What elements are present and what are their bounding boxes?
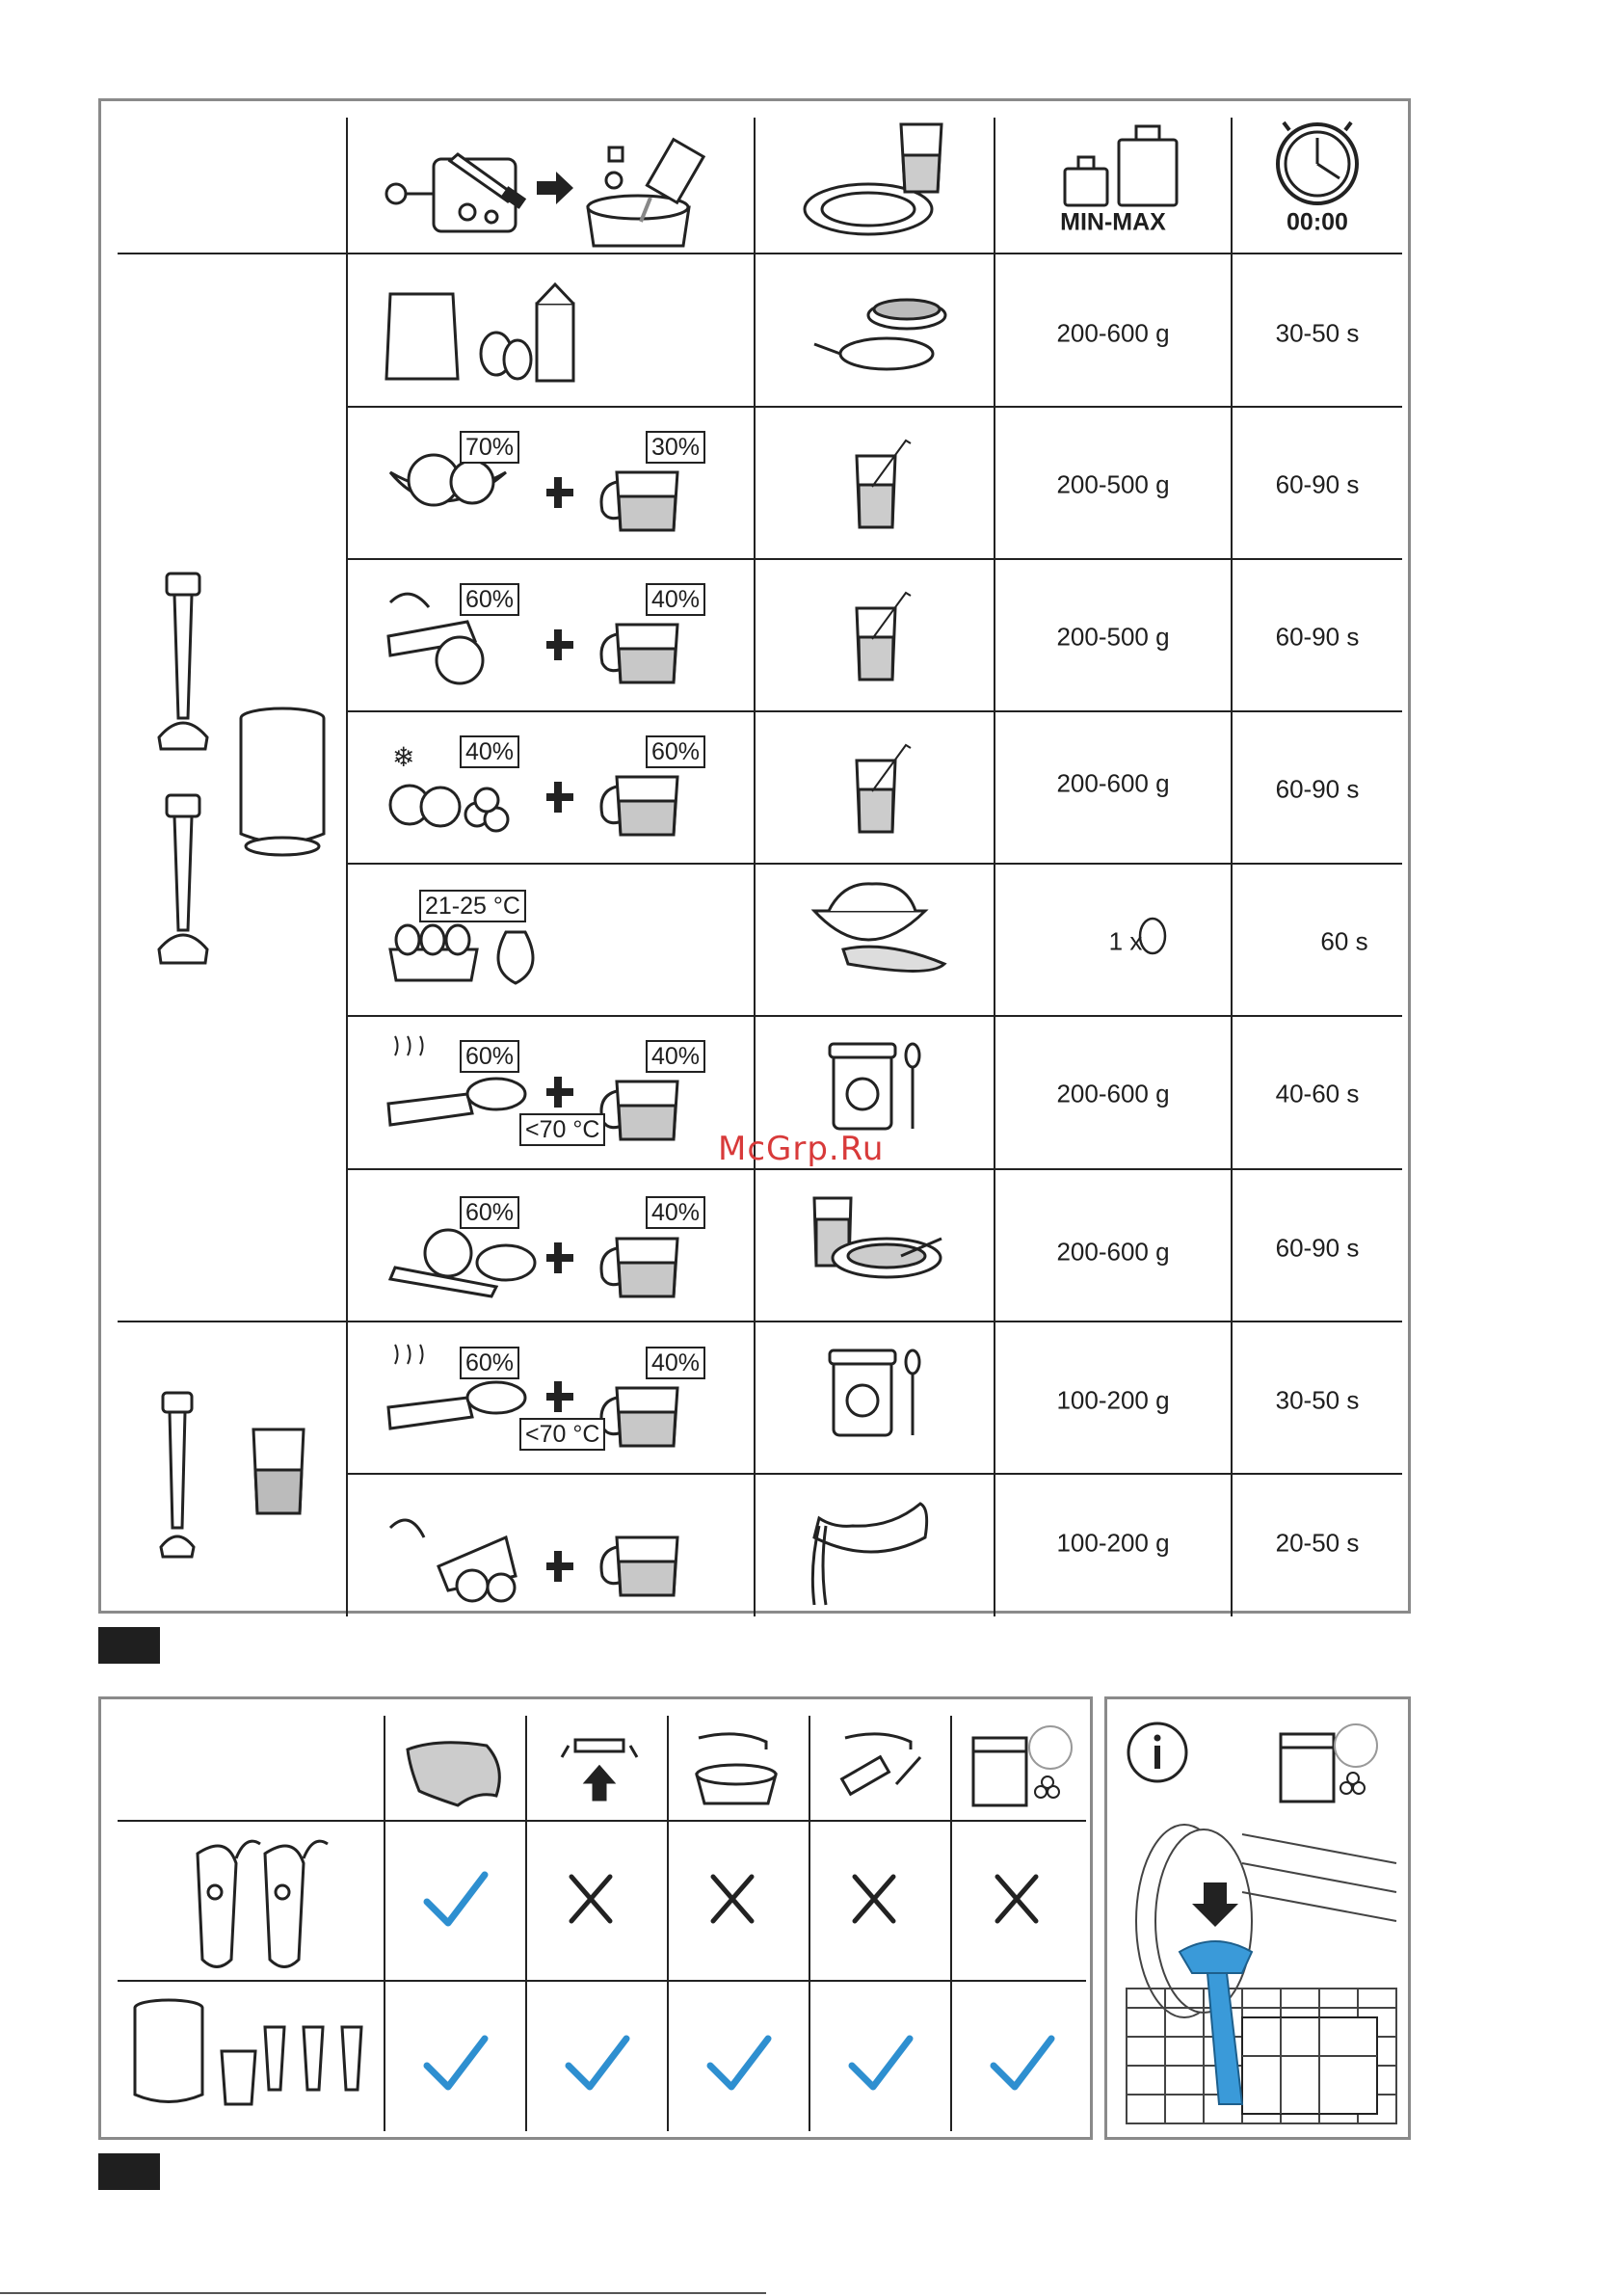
row-6-percent-b: 40% [646, 1040, 705, 1073]
baby-food-jar-icon-2 [830, 1350, 919, 1435]
raw-vegetables-icon [390, 1230, 535, 1296]
row-2-col-2-check [569, 2039, 626, 2087]
row-2-percent-b: 30% [646, 431, 705, 464]
recipe-table [98, 98, 1411, 1614]
smoothie-glass-icon [857, 441, 911, 527]
dishwasher-icon [1281, 1724, 1377, 1802]
weight-header-label: MIN-MAX [1060, 208, 1166, 236]
smoothie-glass-icon-2 [857, 593, 911, 680]
pancakes-icon [814, 300, 945, 369]
row-3-time: 60-90 s [1275, 622, 1360, 652]
flour-eggs-milk-icon [386, 284, 573, 381]
row-8-time: 30-50 s [1275, 1385, 1360, 1415]
row-1-time: 30-50 s [1275, 318, 1360, 348]
row-4-time: 60-90 s [1275, 774, 1360, 804]
row-7-percent-b: 40% [646, 1196, 705, 1229]
row-2-percent-a: 70% [460, 431, 519, 464]
row-3-weight: 200-500 g [1056, 622, 1170, 652]
info-icon [1128, 1723, 1186, 1781]
row-1-col-5-cross [997, 1877, 1036, 1921]
row-1-col-2-cross [571, 1877, 610, 1921]
row-4-weight: 200-600 g [1056, 768, 1170, 798]
arrow-right-icon [537, 172, 573, 204]
row-6-weight: 200-600 g [1056, 1079, 1170, 1108]
smoothie-glass-icon-3 [857, 745, 911, 832]
washing-up-bowl-icon [697, 1734, 776, 1803]
svg-text:❄: ❄ [392, 742, 415, 772]
watermark: McGrp.Ru [718, 1130, 885, 1168]
row-1-col-4-cross [855, 1877, 893, 1921]
row-5-time: 60 s [1320, 926, 1368, 956]
row-2-col-4-check [852, 2039, 910, 2087]
baby-food-jar-icon [830, 1044, 919, 1129]
egg-icon [1140, 919, 1165, 953]
row-8-percent-b: 40% [646, 1347, 705, 1379]
row-2-col-1-check [427, 2039, 485, 2087]
row-4-percent-a: 40% [460, 735, 519, 768]
weights-icon [1065, 126, 1177, 205]
row-6-percent-a: 60% [460, 1040, 519, 1073]
section-marker-1 [98, 1627, 160, 1664]
stopwatch-icon [1278, 122, 1357, 203]
motor-unit-icon [198, 1841, 328, 1966]
damp-cloth-icon [408, 1743, 499, 1805]
sauce-boat-icon [812, 1504, 926, 1605]
row-3-percent-b: 40% [646, 583, 705, 616]
row-1-weight: 200-600 g [1056, 318, 1170, 348]
brush-under-tap-icon [842, 1734, 920, 1794]
row-9-time: 20-50 s [1275, 1528, 1360, 1558]
row-9-weight: 100-200 g [1056, 1528, 1170, 1558]
row-7-weight: 200-600 g [1056, 1237, 1170, 1267]
pour-ingredients-icon [588, 140, 703, 246]
row-6-time: 40-60 s [1275, 1079, 1360, 1108]
row-8-temperature: <70 °C [519, 1418, 605, 1451]
row-5-temperature: 21-25 °C [419, 890, 526, 922]
row-8-weight: 100-200 g [1056, 1385, 1170, 1415]
row-2-col-3-check [710, 2039, 768, 2087]
footer-line [0, 2292, 766, 2294]
info-panel [1104, 1696, 1411, 2140]
row-6-temperature: <70 °C [519, 1113, 605, 1146]
row-2-time: 60-90 s [1275, 469, 1360, 499]
cleaning-table [98, 1696, 1093, 2140]
section-marker-2 [98, 2153, 160, 2190]
row-8-percent-a: 60% [460, 1347, 519, 1379]
measuring-jugs [601, 472, 677, 1595]
dishwasher-top-rack-icon [562, 1740, 637, 1800]
dishwasher-icon [973, 1726, 1072, 1805]
cleaning-table-grid [101, 1699, 1096, 2143]
info-illustration [1107, 1699, 1411, 2140]
soup-plate-icon [814, 1198, 942, 1277]
eggs-oil-icon [390, 925, 533, 983]
row-2-weight: 200-500 g [1056, 469, 1170, 499]
cup-icon [253, 1429, 304, 1513]
row-7-time: 60-90 s [1275, 1233, 1360, 1263]
plus-signs [546, 477, 573, 1582]
herbs-cheese-onion-icon [390, 1520, 516, 1601]
time-header-label: 00:00 [1286, 208, 1348, 236]
row-2-col-5-check [994, 2039, 1051, 2087]
row-5-weight-prefix: 1 x [1108, 926, 1143, 956]
recipe-table-grid [101, 101, 1414, 1616]
blender-shaft-highlight [1180, 1941, 1252, 2104]
chopping-board-icon [386, 154, 524, 231]
row-1-col-3-cross [713, 1877, 752, 1921]
accessories-icon [135, 2000, 361, 2104]
row-4-percent-b: 60% [646, 735, 705, 768]
row-1-col-1-check [427, 1875, 485, 1923]
beaker-icon [241, 708, 324, 855]
mayonnaise-hotdog-icon [814, 884, 944, 972]
row-7-percent-a: 60% [460, 1196, 519, 1229]
hand-blender-icon [159, 574, 207, 963]
row-3-percent-a: 60% [460, 583, 519, 616]
mini-blender-icon [161, 1393, 194, 1557]
dishwasher-rack [1127, 1825, 1396, 2123]
plate-and-glass-icon [805, 124, 942, 234]
